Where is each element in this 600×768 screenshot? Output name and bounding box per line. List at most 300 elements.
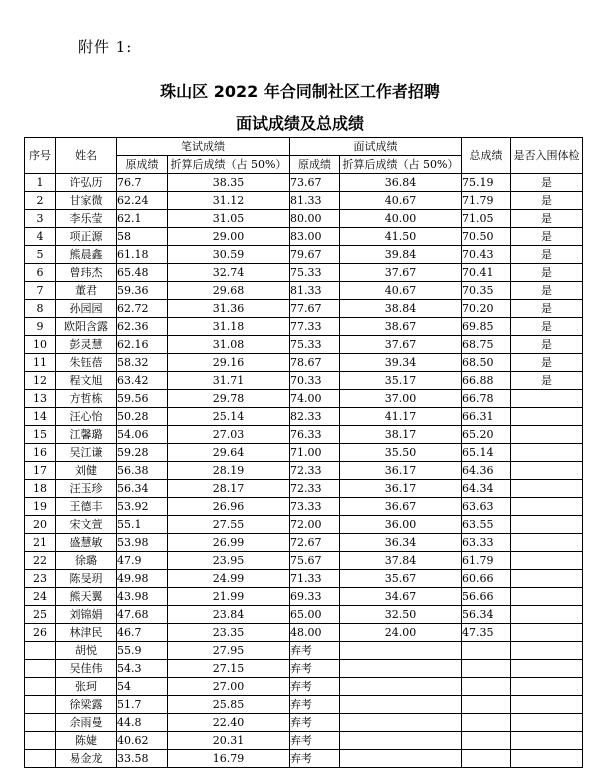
physical-exam-cell (511, 714, 583, 732)
total-cell: 66.88 (462, 372, 511, 390)
table-row (25, 228, 583, 246)
interview-raw-cell: 81.33 (290, 192, 340, 210)
interview-raw-cell: 65.00 (290, 606, 340, 624)
name-cell: 汪心怡 (56, 408, 117, 426)
total-cell: 70.50 (462, 228, 511, 246)
seq-cell (25, 678, 56, 696)
interview-raw-cell: 48.00 (290, 624, 340, 642)
table-row (25, 192, 583, 210)
table-row (25, 408, 583, 426)
physical-exam-cell (511, 732, 583, 750)
table-row (25, 642, 583, 660)
interview-raw-cell: 72.33 (290, 462, 340, 480)
document-subtitle: 面试成绩及总成绩 (235, 114, 364, 133)
physical-exam-cell (511, 624, 583, 642)
header-written-converted: 折算后成绩（占 50%） (168, 156, 290, 174)
total-cell: 66.31 (462, 408, 511, 426)
physical-exam-cell: 是 (511, 318, 583, 336)
interview-converted-cell: 40.00 (340, 210, 462, 228)
interview-raw-cell: 75.33 (290, 336, 340, 354)
interview-converted-cell: 38.17 (340, 426, 462, 444)
header-written-group: 笔试成绩 (117, 138, 290, 156)
written-converted-cell: 29.68 (168, 282, 290, 300)
name-cell: 熊晨鑫 (56, 246, 117, 264)
header-interview-converted: 折算后成绩（占 50%） (340, 156, 462, 174)
physical-exam-cell (511, 606, 583, 624)
table-row (25, 372, 583, 390)
interview-raw-cell: 77.33 (290, 318, 340, 336)
table-row (25, 210, 583, 228)
total-cell (462, 696, 511, 714)
interview-converted-cell: 37.67 (340, 336, 462, 354)
interview-converted-cell: 36.17 (340, 462, 462, 480)
attachment-label: 附件 1: (78, 38, 133, 56)
total-cell: 68.75 (462, 336, 511, 354)
written-raw-cell: 59.56 (117, 390, 168, 408)
total-cell: 64.36 (462, 462, 511, 480)
written-converted-cell: 23.95 (168, 552, 290, 570)
physical-exam-cell (511, 552, 583, 570)
written-converted-cell: 28.17 (168, 480, 290, 498)
total-cell: 70.35 (462, 282, 511, 300)
table-body (25, 174, 583, 768)
table-header (25, 138, 583, 174)
interview-converted-cell (340, 696, 462, 714)
interview-raw-cell: 弃考 (290, 696, 340, 714)
physical-exam-cell: 是 (511, 336, 583, 354)
table-row (25, 714, 583, 732)
written-converted-cell: 27.55 (168, 516, 290, 534)
interview-raw-cell: 80.00 (290, 210, 340, 228)
header-physical-exam: 是否入围体检 (511, 138, 583, 174)
header-interview-raw: 原成绩 (290, 156, 340, 174)
seq-cell: 6 (25, 264, 56, 282)
table-row (25, 264, 583, 282)
written-converted-cell: 24.99 (168, 570, 290, 588)
physical-exam-cell: 是 (511, 192, 583, 210)
interview-converted-cell (340, 660, 462, 678)
total-cell (462, 714, 511, 732)
total-cell: 70.20 (462, 300, 511, 318)
written-converted-cell: 26.96 (168, 498, 290, 516)
physical-exam-cell: 是 (511, 246, 583, 264)
written-raw-cell: 58 (117, 228, 168, 246)
written-converted-cell: 29.64 (168, 444, 290, 462)
name-cell: 徐梁露 (56, 696, 117, 714)
written-raw-cell: 53.92 (117, 498, 168, 516)
seq-cell: 8 (25, 300, 56, 318)
total-cell: 70.41 (462, 264, 511, 282)
written-converted-cell: 31.12 (168, 192, 290, 210)
seq-cell: 1 (25, 174, 56, 192)
table-row (25, 174, 583, 192)
physical-exam-cell (511, 642, 583, 660)
seq-cell: 14 (25, 408, 56, 426)
seq-cell (25, 660, 56, 678)
written-converted-cell: 31.36 (168, 300, 290, 318)
interview-converted-cell: 37.67 (340, 264, 462, 282)
written-raw-cell: 55.9 (117, 642, 168, 660)
written-raw-cell: 56.38 (117, 462, 168, 480)
written-raw-cell: 62.72 (117, 300, 168, 318)
interview-converted-cell: 38.67 (340, 318, 462, 336)
written-raw-cell: 40.62 (117, 732, 168, 750)
written-raw-cell: 76.7 (117, 174, 168, 192)
total-cell: 60.66 (462, 570, 511, 588)
total-cell: 63.63 (462, 498, 511, 516)
document-title: 珠山区 2022 年合同制社区工作者招聘 (160, 82, 440, 101)
physical-exam-cell (511, 696, 583, 714)
interview-converted-cell (340, 750, 462, 768)
written-raw-cell: 55.1 (117, 516, 168, 534)
name-cell: 陈旻玥 (56, 570, 117, 588)
table-row (25, 732, 583, 750)
seq-cell: 3 (25, 210, 56, 228)
written-converted-cell: 27.95 (168, 642, 290, 660)
seq-cell: 5 (25, 246, 56, 264)
written-raw-cell: 54 (117, 678, 168, 696)
name-cell: 刘锦娟 (56, 606, 117, 624)
interview-converted-cell: 37.84 (340, 552, 462, 570)
seq-cell (25, 732, 56, 750)
interview-raw-cell: 72.67 (290, 534, 340, 552)
table-row (25, 282, 583, 300)
interview-converted-cell: 36.34 (340, 534, 462, 552)
written-converted-cell: 31.18 (168, 318, 290, 336)
header-total: 总成绩 (462, 138, 511, 174)
table-row (25, 588, 583, 606)
interview-converted-cell: 32.50 (340, 606, 462, 624)
written-raw-cell: 59.28 (117, 444, 168, 462)
seq-cell: 19 (25, 498, 56, 516)
seq-cell: 25 (25, 606, 56, 624)
name-cell: 甘家微 (56, 192, 117, 210)
written-converted-cell: 20.31 (168, 732, 290, 750)
physical-exam-cell: 是 (511, 228, 583, 246)
interview-raw-cell: 73.67 (290, 174, 340, 192)
interview-converted-cell (340, 678, 462, 696)
interview-converted-cell: 40.67 (340, 192, 462, 210)
physical-exam-cell: 是 (511, 372, 583, 390)
name-cell: 孙园园 (56, 300, 117, 318)
seq-cell: 20 (25, 516, 56, 534)
seq-cell (25, 642, 56, 660)
total-cell: 65.14 (462, 444, 511, 462)
table-row (25, 606, 583, 624)
table-row (25, 480, 583, 498)
interview-raw-cell: 弃考 (290, 714, 340, 732)
written-raw-cell: 51.7 (117, 696, 168, 714)
physical-exam-cell (511, 570, 583, 588)
written-converted-cell: 27.15 (168, 660, 290, 678)
total-cell: 68.50 (462, 354, 511, 372)
written-raw-cell: 63.42 (117, 372, 168, 390)
name-cell: 朱钰蓓 (56, 354, 117, 372)
table-row (25, 678, 583, 696)
seq-cell (25, 750, 56, 768)
interview-raw-cell: 69.33 (290, 588, 340, 606)
table-row (25, 426, 583, 444)
total-cell: 63.33 (462, 534, 511, 552)
written-raw-cell: 47.68 (117, 606, 168, 624)
seq-cell: 13 (25, 390, 56, 408)
total-cell: 66.78 (462, 390, 511, 408)
total-cell: 61.79 (462, 552, 511, 570)
total-cell: 70.43 (462, 246, 511, 264)
table-row (25, 534, 583, 552)
physical-exam-cell (511, 750, 583, 768)
header-interview-group: 面试成绩 (290, 138, 462, 156)
table-row (25, 390, 583, 408)
physical-exam-cell: 是 (511, 174, 583, 192)
name-cell: 项正源 (56, 228, 117, 246)
written-raw-cell: 62.16 (117, 336, 168, 354)
total-cell: 69.85 (462, 318, 511, 336)
total-cell (462, 750, 511, 768)
seq-cell: 17 (25, 462, 56, 480)
name-cell: 许弘历 (56, 174, 117, 192)
seq-cell (25, 714, 56, 732)
written-converted-cell: 28.19 (168, 462, 290, 480)
name-cell: 程文旭 (56, 372, 117, 390)
interview-converted-cell (340, 642, 462, 660)
header-name: 姓名 (56, 138, 117, 174)
interview-raw-cell: 72.00 (290, 516, 340, 534)
interview-converted-cell (340, 714, 462, 732)
written-raw-cell: 53.98 (117, 534, 168, 552)
interview-raw-cell: 72.33 (290, 480, 340, 498)
written-raw-cell: 62.24 (117, 192, 168, 210)
interview-converted-cell: 38.84 (340, 300, 462, 318)
written-converted-cell: 29.00 (168, 228, 290, 246)
interview-converted-cell: 35.50 (340, 444, 462, 462)
total-cell: 56.66 (462, 588, 511, 606)
interview-raw-cell: 70.33 (290, 372, 340, 390)
interview-raw-cell: 82.33 (290, 408, 340, 426)
interview-raw-cell: 75.33 (290, 264, 340, 282)
written-converted-cell: 22.40 (168, 714, 290, 732)
interview-raw-cell: 81.33 (290, 282, 340, 300)
written-raw-cell: 46.7 (117, 624, 168, 642)
written-raw-cell: 54.06 (117, 426, 168, 444)
written-converted-cell: 27.03 (168, 426, 290, 444)
interview-converted-cell: 37.00 (340, 390, 462, 408)
name-cell: 董君 (56, 282, 117, 300)
name-cell: 易金龙 (56, 750, 117, 768)
seq-cell: 11 (25, 354, 56, 372)
table-row (25, 516, 583, 534)
name-cell: 王德丰 (56, 498, 117, 516)
physical-exam-cell (511, 588, 583, 606)
total-cell (462, 678, 511, 696)
name-cell: 李乐莹 (56, 210, 117, 228)
seq-cell: 4 (25, 228, 56, 246)
table-row (25, 318, 583, 336)
table-row (25, 336, 583, 354)
interview-raw-cell: 73.33 (290, 498, 340, 516)
total-cell (462, 642, 511, 660)
name-cell: 汪玉珍 (56, 480, 117, 498)
written-converted-cell: 25.85 (168, 696, 290, 714)
interview-raw-cell: 弃考 (290, 750, 340, 768)
interview-raw-cell: 77.67 (290, 300, 340, 318)
seq-cell: 2 (25, 192, 56, 210)
interview-converted-cell: 34.67 (340, 588, 462, 606)
table-row (25, 444, 583, 462)
interview-converted-cell: 24.00 (340, 624, 462, 642)
interview-converted-cell: 36.17 (340, 480, 462, 498)
seq-cell: 7 (25, 282, 56, 300)
interview-converted-cell: 36.67 (340, 498, 462, 516)
name-cell: 林津民 (56, 624, 117, 642)
interview-converted-cell (340, 732, 462, 750)
table-row (25, 660, 583, 678)
written-converted-cell: 38.35 (168, 174, 290, 192)
written-converted-cell: 31.08 (168, 336, 290, 354)
interview-converted-cell: 35.67 (340, 570, 462, 588)
written-converted-cell: 25.14 (168, 408, 290, 426)
seq-cell: 22 (25, 552, 56, 570)
written-converted-cell: 16.79 (168, 750, 290, 768)
seq-cell: 15 (25, 426, 56, 444)
interview-converted-cell: 39.84 (340, 246, 462, 264)
interview-raw-cell: 74.00 (290, 390, 340, 408)
physical-exam-cell (511, 480, 583, 498)
physical-exam-cell: 是 (511, 264, 583, 282)
total-cell: 56.34 (462, 606, 511, 624)
interview-raw-cell: 弃考 (290, 732, 340, 750)
physical-exam-cell (511, 390, 583, 408)
written-converted-cell: 29.16 (168, 354, 290, 372)
interview-converted-cell: 35.17 (340, 372, 462, 390)
seq-cell: 9 (25, 318, 56, 336)
physical-exam-cell (511, 462, 583, 480)
name-cell: 吴江谦 (56, 444, 117, 462)
physical-exam-cell (511, 426, 583, 444)
physical-exam-cell (511, 444, 583, 462)
written-raw-cell: 62.1 (117, 210, 168, 228)
written-raw-cell: 61.18 (117, 246, 168, 264)
interview-raw-cell: 71.00 (290, 444, 340, 462)
total-cell: 63.55 (462, 516, 511, 534)
total-cell: 71.79 (462, 192, 511, 210)
written-raw-cell: 58.32 (117, 354, 168, 372)
seq-cell: 23 (25, 570, 56, 588)
seq-cell: 10 (25, 336, 56, 354)
table-row (25, 354, 583, 372)
physical-exam-cell (511, 678, 583, 696)
written-converted-cell: 23.84 (168, 606, 290, 624)
table-row (25, 552, 583, 570)
table-row (25, 696, 583, 714)
written-converted-cell: 31.05 (168, 210, 290, 228)
written-converted-cell: 32.74 (168, 264, 290, 282)
written-converted-cell: 27.00 (168, 678, 290, 696)
interview-converted-cell: 36.00 (340, 516, 462, 534)
name-cell: 徐璐 (56, 552, 117, 570)
interview-converted-cell: 39.34 (340, 354, 462, 372)
physical-exam-cell: 是 (511, 210, 583, 228)
written-converted-cell: 26.99 (168, 534, 290, 552)
name-cell: 方哲栋 (56, 390, 117, 408)
table-row (25, 246, 583, 264)
written-raw-cell: 33.58 (117, 750, 168, 768)
name-cell: 盛慧敏 (56, 534, 117, 552)
total-cell: 47.35 (462, 624, 511, 642)
seq-cell: 18 (25, 480, 56, 498)
interview-raw-cell: 78.67 (290, 354, 340, 372)
physical-exam-cell (511, 660, 583, 678)
interview-raw-cell: 75.67 (290, 552, 340, 570)
interview-converted-cell: 36.84 (340, 174, 462, 192)
total-cell: 64.34 (462, 480, 511, 498)
physical-exam-cell (511, 498, 583, 516)
interview-raw-cell: 76.33 (290, 426, 340, 444)
written-raw-cell: 65.48 (117, 264, 168, 282)
table-row (25, 498, 583, 516)
physical-exam-cell: 是 (511, 300, 583, 318)
total-cell: 71.05 (462, 210, 511, 228)
table-row (25, 624, 583, 642)
name-cell: 欧阳含露 (56, 318, 117, 336)
written-raw-cell: 54.3 (117, 660, 168, 678)
interview-raw-cell: 弃考 (290, 678, 340, 696)
name-cell: 吴佳伟 (56, 660, 117, 678)
total-cell (462, 732, 511, 750)
name-cell: 熊天翼 (56, 588, 117, 606)
interview-converted-cell: 40.67 (340, 282, 462, 300)
written-raw-cell: 59.36 (117, 282, 168, 300)
written-converted-cell: 29.78 (168, 390, 290, 408)
table-row (25, 570, 583, 588)
physical-exam-cell (511, 534, 583, 552)
interview-converted-cell: 41.17 (340, 408, 462, 426)
seq-cell: 21 (25, 534, 56, 552)
interview-raw-cell: 79.67 (290, 246, 340, 264)
seq-cell (25, 696, 56, 714)
written-raw-cell: 62.36 (117, 318, 168, 336)
table-row (25, 750, 583, 768)
written-raw-cell: 47.9 (117, 552, 168, 570)
name-cell: 江馨璐 (56, 426, 117, 444)
total-cell (462, 660, 511, 678)
written-raw-cell: 56.34 (117, 480, 168, 498)
physical-exam-cell: 是 (511, 282, 583, 300)
total-cell: 65.20 (462, 426, 511, 444)
scores-table (24, 137, 583, 768)
interview-raw-cell: 71.33 (290, 570, 340, 588)
interview-raw-cell: 83.00 (290, 228, 340, 246)
seq-cell: 16 (25, 444, 56, 462)
name-cell: 张珂 (56, 678, 117, 696)
table-row (25, 462, 583, 480)
name-cell: 宋文萱 (56, 516, 117, 534)
name-cell: 曾玮杰 (56, 264, 117, 282)
name-cell: 胡悦 (56, 642, 117, 660)
table-row (25, 300, 583, 318)
interview-raw-cell: 弃考 (290, 642, 340, 660)
interview-converted-cell: 41.50 (340, 228, 462, 246)
header-seq: 序号 (25, 138, 56, 174)
written-raw-cell: 50.28 (117, 408, 168, 426)
interview-raw-cell: 弃考 (290, 660, 340, 678)
written-converted-cell: 21.99 (168, 588, 290, 606)
physical-exam-cell: 是 (511, 354, 583, 372)
seq-cell: 24 (25, 588, 56, 606)
name-cell: 刘健 (56, 462, 117, 480)
written-raw-cell: 49.98 (117, 570, 168, 588)
name-cell: 陈婕 (56, 732, 117, 750)
